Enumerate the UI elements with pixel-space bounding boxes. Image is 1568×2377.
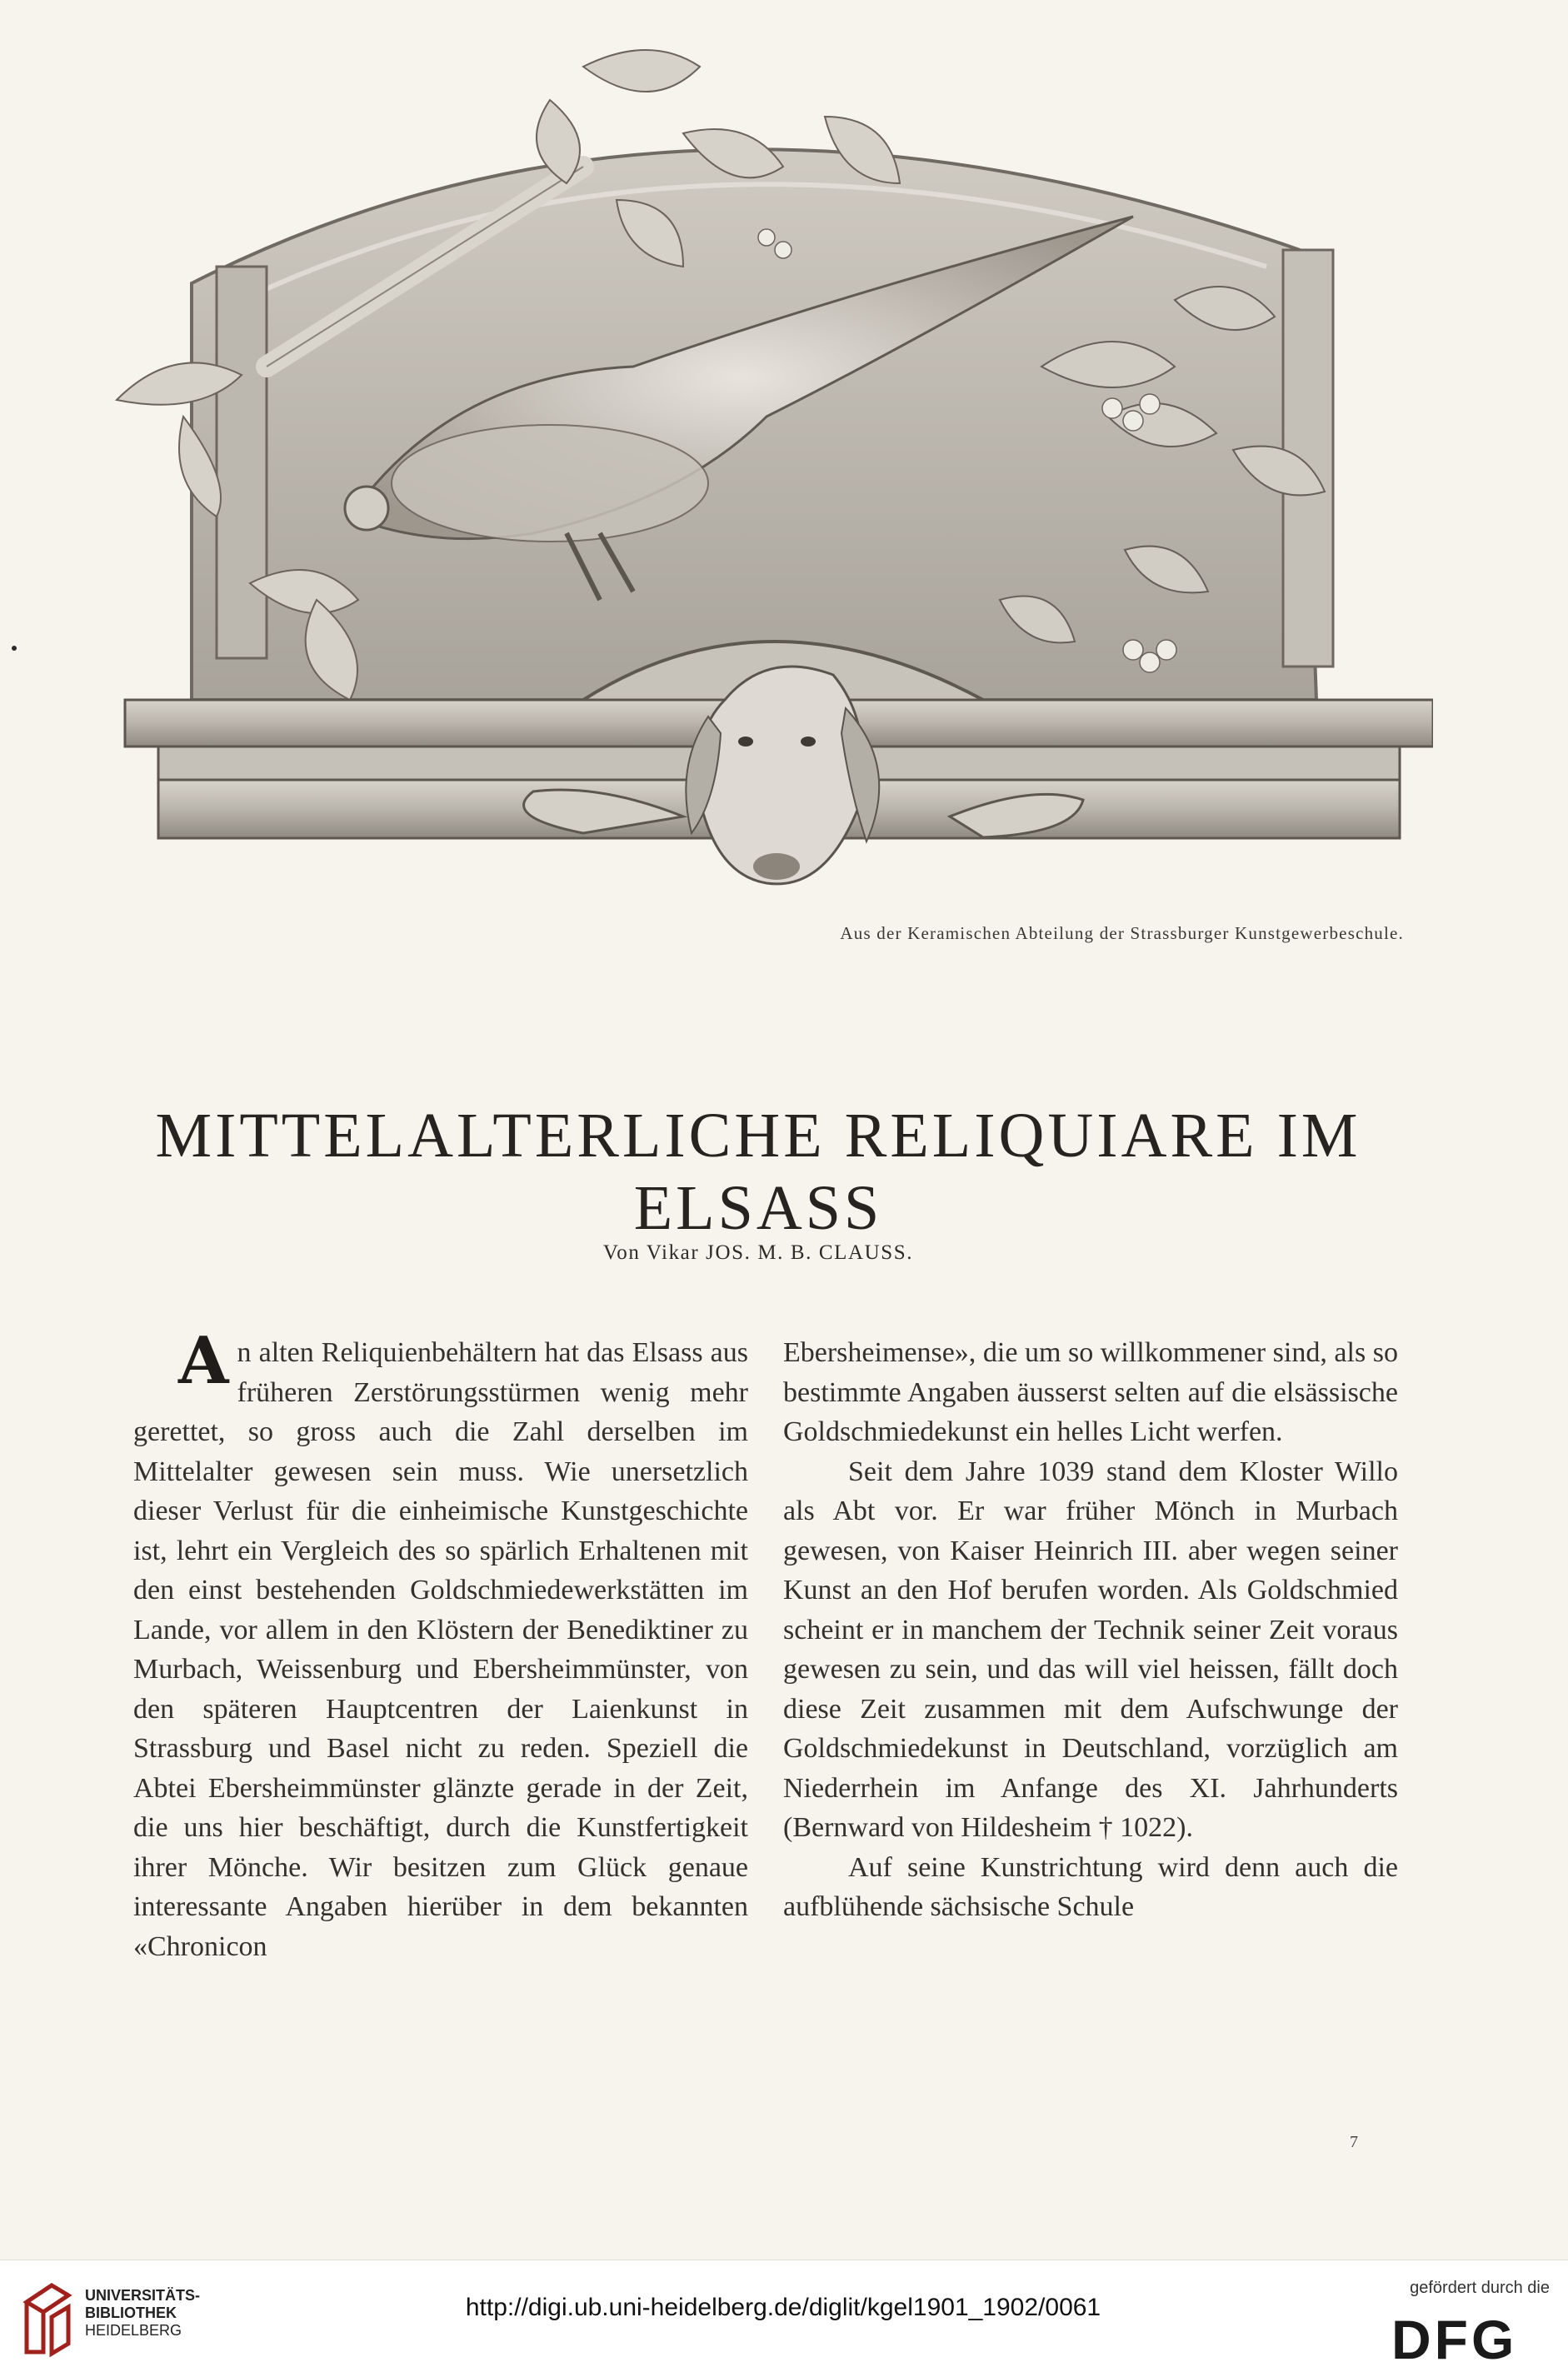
drop-cap: A xyxy=(178,1323,229,1399)
university-library-logo-icon xyxy=(18,2277,77,2360)
dfg-logo-text: DFG xyxy=(1391,2309,1518,2367)
paragraph: Auf seine Kunstrichtung wird denn auch die aufblühende sächsische Schule xyxy=(783,1851,1398,1922)
page-number: 7 xyxy=(1350,2133,1358,2151)
paragraph: Ebersheimense», die um so willkommener sind, als so bestimmte Angaben äusserst selten auf die elsässische Goldschmiedekunst ein helles Licht werfen. xyxy=(783,1337,1398,1447)
author-byline: Von Vikar JOS. M. B. CLAUSS. xyxy=(602,1241,914,1264)
source-url-link[interactable]: http://digi.ub.uni-heidelberg.de/diglit/kgel1901_1902/0061 xyxy=(465,2294,1101,2321)
paragraph: Seit dem Jahre 1039 stand dem Kloster Willo als Abt vor. Er war früher Mönch in Murbach gewesen, von Kaiser Heinrich III. aber wegen seiner Kunst an den Hof berufen worden. Als Goldschmied scheint er in manchem der Technik seiner Zeit voraus gewesen zu sein, und das will viel heissen, fällt doch diese Zeit zusammen mit dem Aufschwunge der Goldschmiedekunst in Deutschland, vorzüglich am Niederrhein im Anfange des XI. Jahrhunderts (Bernward von Hildesheim † 1022). xyxy=(783,1456,1398,1843)
footer-bar xyxy=(0,2260,1568,2377)
funding-note: gefördert durch die xyxy=(1410,2279,1550,2297)
library-line: HEIDELBERG xyxy=(85,2322,182,2339)
relief-illustration xyxy=(100,17,1433,900)
paragraph-text: n alten Reliquienbehältern hat das Elsass aus früheren Zerstörungsstürmen wenig mehr gerettet, so gross auch die Zahl derselben im Mittelalter gewesen sein muss. Wie unersetzlich dieser Verlust für die einheimische Kunstgeschichte ist, lehrt ein Vergleich des so spärlich Erhaltenen mit den einst bestehenden Goldschmiedewerkstätten im Lande, vor allem in den Klöstern der Benediktiner zu Murbach, Weissenburg und Ebersheimmünster, von den späteren Hauptcentren der Laienkunst in Strassburg und Basel nicht zu reden. Speziell die Abtei Ebersheimmünster glänzte gerade in der Zeit, die uns hier beschäftigt, durch die Kunstfertigkeit ihrer Mönche. Wir besitzen zum Glück genaue interessante Angaben hierüber in dem bekannten «Chronicon xyxy=(133,1337,748,1962)
paragraph xyxy=(133,1323,748,1966)
illustration-caption: Aus der Keramischen Abteilung der Strassburger Kunstgewerbeschule. xyxy=(840,923,1404,943)
university-library-name xyxy=(85,2287,200,2340)
text-column-left xyxy=(133,1323,748,1966)
dfg-logo-icon xyxy=(1391,2309,1550,2367)
margin-dot xyxy=(12,646,17,651)
library-line: UNIVERSITÄTS- xyxy=(85,2287,201,2304)
library-line: BIBLIOTHEK xyxy=(85,2305,177,2321)
text-column-right xyxy=(783,1333,1398,1927)
article-title: MITTELALTERLICHE RELIQUIARE IM ELSASS xyxy=(155,1101,1361,1243)
